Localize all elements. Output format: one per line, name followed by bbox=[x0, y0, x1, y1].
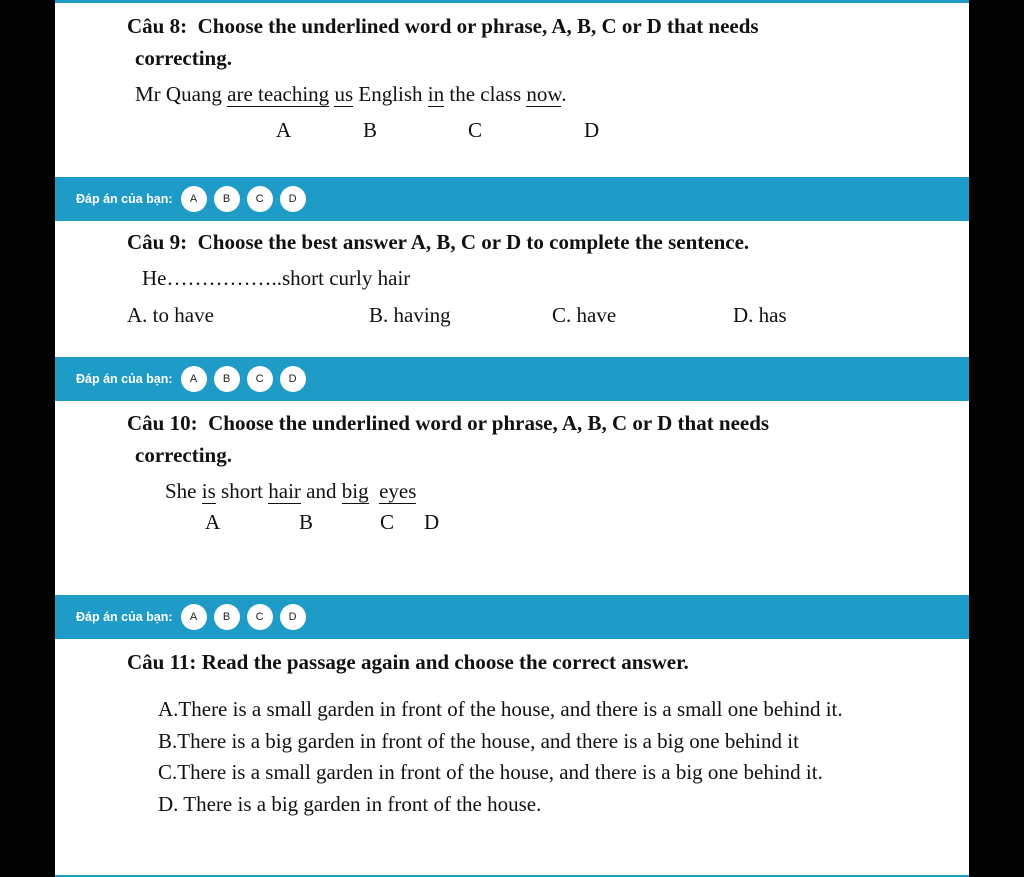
question-11-instruction: Read the passage again and choose the correct answer. bbox=[201, 650, 689, 674]
underlined-d: eyes bbox=[379, 479, 417, 503]
question-9-sentence: He……………..short curly hair bbox=[142, 266, 411, 290]
underlined-d: now bbox=[526, 82, 562, 106]
question-8-header bbox=[127, 16, 759, 37]
sentence-text: She bbox=[165, 479, 202, 503]
option-c: C. have bbox=[552, 303, 617, 327]
sentence-text: and bbox=[300, 479, 342, 503]
answer-bar-q10 bbox=[55, 595, 969, 639]
answer-option-c[interactable]: C bbox=[247, 366, 273, 392]
answer-option-b[interactable]: B bbox=[214, 186, 240, 212]
sentence-text bbox=[369, 479, 380, 503]
question-9-title: Câu 9: bbox=[127, 230, 188, 254]
sentence-text: Mr Quang bbox=[135, 82, 228, 106]
option-b: B. having bbox=[369, 303, 451, 327]
letter-b: B bbox=[363, 118, 378, 142]
answer-label: Đáp án của bạn: bbox=[76, 192, 173, 206]
sentence-text: the class bbox=[444, 82, 527, 106]
question-9-instruction: Choose the best answer A, B, C or D to complete the sentence. bbox=[197, 230, 750, 254]
letter-a: A bbox=[276, 118, 292, 142]
answer-option-d[interactable]: D bbox=[280, 604, 306, 630]
top-accent-line bbox=[55, 0, 969, 3]
answer-option-a[interactable]: A bbox=[181, 186, 207, 212]
option-b: B.There is a big garden in front of the house, and there is a big one behind it bbox=[158, 729, 799, 753]
letter-d: D bbox=[424, 510, 440, 534]
answer-option-b[interactable]: B bbox=[214, 604, 240, 630]
question-8-sentence bbox=[135, 84, 566, 105]
question-8-instruction: Choose the underlined word or phrase, A, B, C or D that needs bbox=[197, 14, 759, 38]
question-8-title: Câu 8: bbox=[127, 14, 188, 38]
letter-b: B bbox=[299, 510, 314, 534]
option-d: D. There is a big garden in front of the house. bbox=[158, 792, 542, 816]
sentence-text: short bbox=[215, 479, 269, 503]
question-10-sentence bbox=[165, 481, 416, 502]
question-10-instruction: Choose the underlined word or phrase, A, B, C or D that needs bbox=[208, 411, 770, 435]
answer-option-c[interactable]: C bbox=[247, 604, 273, 630]
letter-c: C bbox=[468, 118, 483, 142]
option-d: D. has bbox=[733, 303, 787, 327]
answer-option-a[interactable]: A bbox=[181, 604, 207, 630]
sentence-text: . bbox=[561, 82, 567, 106]
answer-option-b[interactable]: B bbox=[214, 366, 240, 392]
letter-a: A bbox=[205, 510, 221, 534]
underlined-b: us bbox=[334, 82, 354, 106]
underlined-c: big bbox=[341, 479, 369, 503]
answer-option-d[interactable]: D bbox=[280, 186, 306, 212]
option-a: A. to have bbox=[127, 303, 214, 327]
underlined-b: hair bbox=[268, 479, 301, 503]
question-9-header bbox=[127, 232, 749, 253]
answer-option-a[interactable]: A bbox=[181, 366, 207, 392]
question-10-header bbox=[127, 413, 769, 434]
option-c: C.There is a small garden in front of the house, and there is a big one behind it. bbox=[158, 760, 823, 784]
quiz-page bbox=[55, 0, 969, 877]
answer-label: Đáp án của bạn: bbox=[76, 372, 173, 386]
question-10-instruction-cont: correcting. bbox=[135, 443, 232, 467]
answer-option-c[interactable]: C bbox=[247, 186, 273, 212]
answer-option-d[interactable]: D bbox=[280, 366, 306, 392]
underlined-a: are teaching bbox=[227, 82, 330, 106]
option-a: A.There is a small garden in front of the house, and there is a small one behind it. bbox=[158, 697, 843, 721]
question-11-header bbox=[127, 652, 689, 673]
letter-d: D bbox=[584, 118, 600, 142]
underlined-a: is bbox=[201, 479, 216, 503]
question-11-title: Câu 11: bbox=[127, 650, 197, 674]
question-8-instruction-cont: correcting. bbox=[135, 46, 232, 70]
question-10-title: Câu 10: bbox=[127, 411, 198, 435]
sentence-text: English bbox=[353, 82, 428, 106]
letter-c: C bbox=[380, 510, 395, 534]
underlined-c: in bbox=[427, 82, 445, 106]
answer-bar-q8 bbox=[55, 177, 969, 221]
answer-bar-q9 bbox=[55, 357, 969, 401]
answer-label: Đáp án của bạn: bbox=[76, 610, 173, 624]
